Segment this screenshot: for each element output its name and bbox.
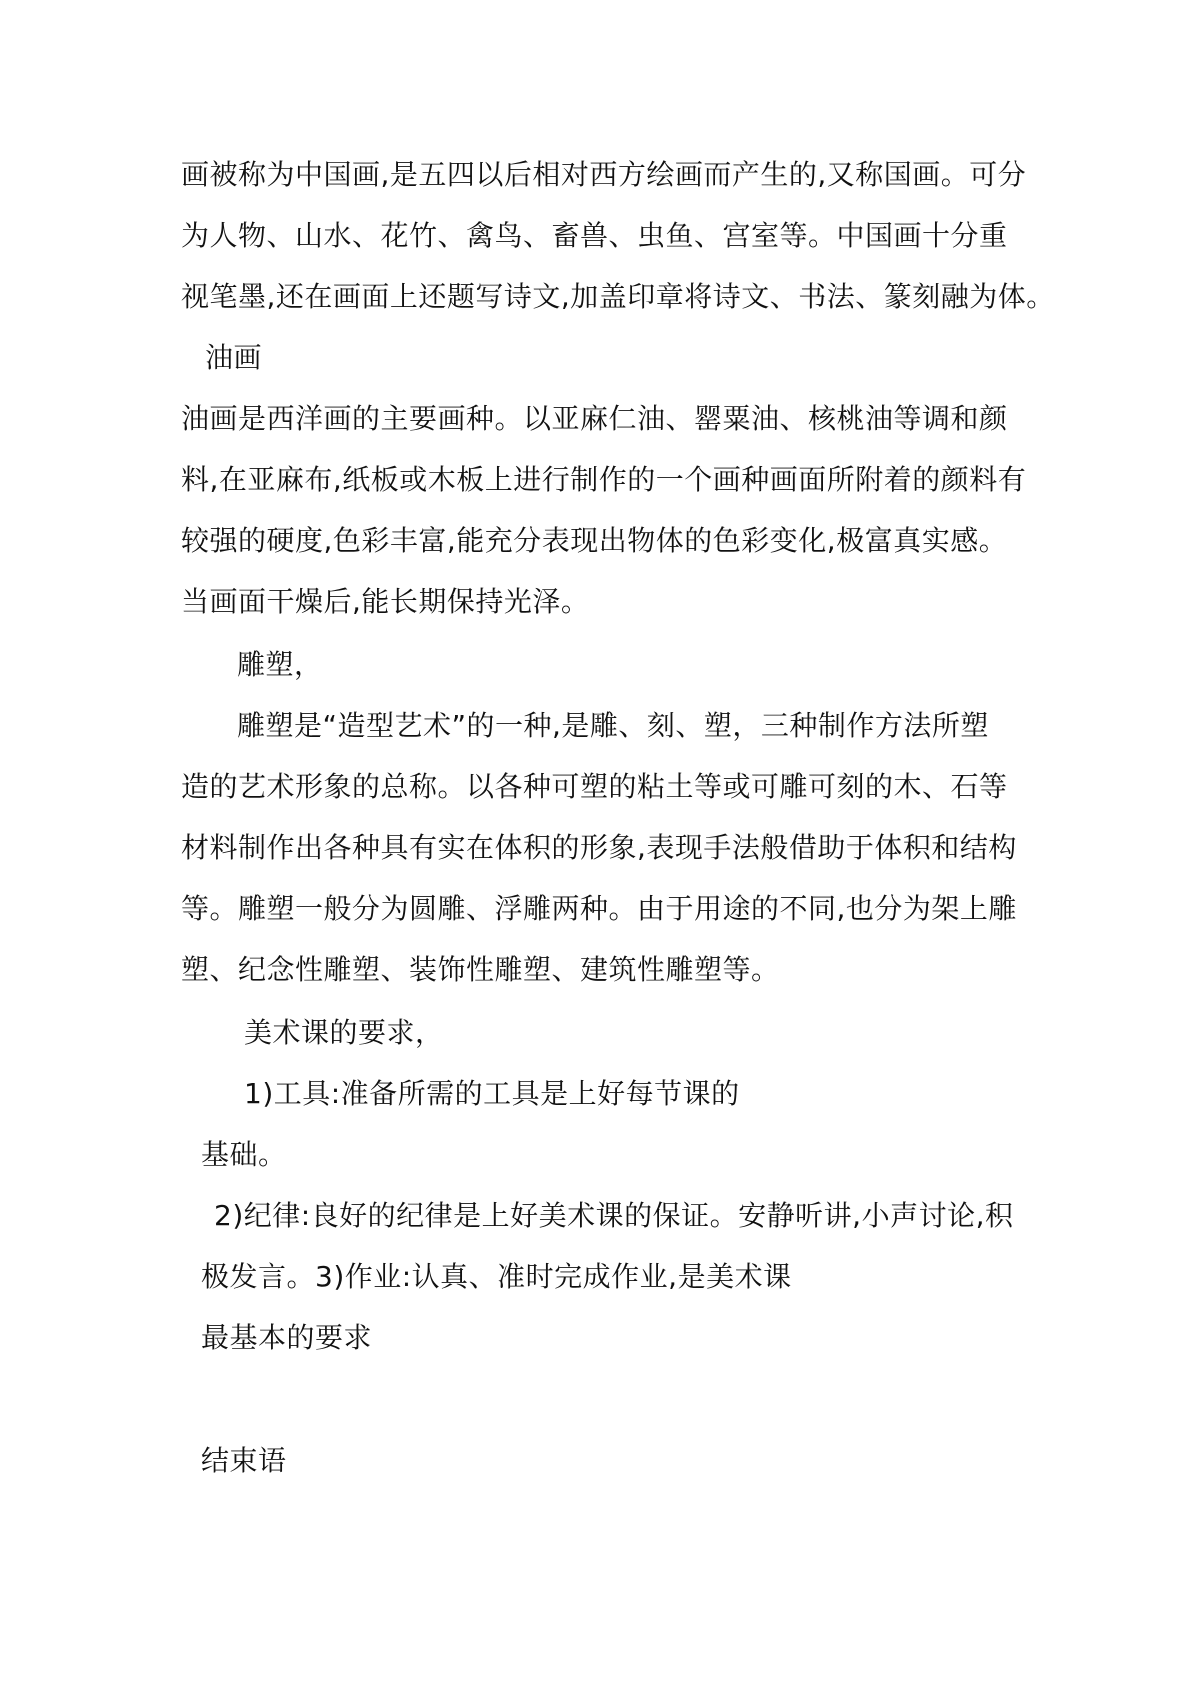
paragraph-line: 基础。 (201, 1138, 287, 1171)
list-item: 2)纪律:良好的纪律是上好美术课的保证。安静听讲,小声讨论,积 (214, 1199, 1014, 1232)
paragraph-line: 最基本的要求 (201, 1321, 373, 1354)
list-item: 1)工具:准备所需的工具是上好每节课的 (244, 1077, 740, 1110)
section-heading: 油画 (205, 341, 263, 374)
section-heading: 结束语 (201, 1444, 287, 1477)
paragraph-line: 画被称为中国画,是五四以后相对西方绘画而产生的,又称国画。可分 (181, 158, 1027, 191)
paragraph-line: 材料制作出各种具有实在体积的形象,表现手法般借助于体积和结构 (181, 831, 1017, 864)
section-heading: 雕塑， (237, 648, 323, 681)
paragraph-line: 当画面干燥后,能长期保持光泽。 (181, 585, 590, 618)
paragraph-line: 极发言。3)作业:认真、准时完成作业,是美术课 (201, 1260, 792, 1293)
paragraph-line: 料,在亚麻布,纸板或木板上进行制作的一个画种画面所附着的颜料有 (181, 463, 1027, 496)
paragraph-line: 视笔墨,还在画面上还题写诗文,加盖印章将诗文、书法、篆刻融为体。 (181, 280, 1055, 313)
paragraph-line: 雕塑是“造型艺术”的一种,是雕、刻、塑，三种制作方法所塑 (237, 709, 989, 742)
paragraph-line: 等。雕塑一般分为圆雕、浮雕两种。由于用途的不同,也分为架上雕 (181, 892, 1017, 925)
paragraph-line: 较强的硬度,色彩丰富,能充分表现出物体的色彩变化,极富真实感。 (181, 524, 1008, 557)
paragraph-line: 造的艺术形象的总称。以各种可塑的粘土等或可雕可刻的木、石等 (181, 770, 1008, 803)
paragraph-line: 油画是西洋画的主要画种。以亚麻仁油、罂粟油、核桃油等调和颜 (181, 402, 1008, 435)
paragraph-line: 为人物、山水、花竹、禽鸟、畜兽、虫鱼、宫室等。中国画十分重 (181, 219, 1008, 252)
paragraph-line: 塑、纪念性雕塑、装饰性雕塑、建筑性雕塑等。 (181, 953, 780, 986)
section-heading: 美术课的要求， (244, 1016, 444, 1049)
